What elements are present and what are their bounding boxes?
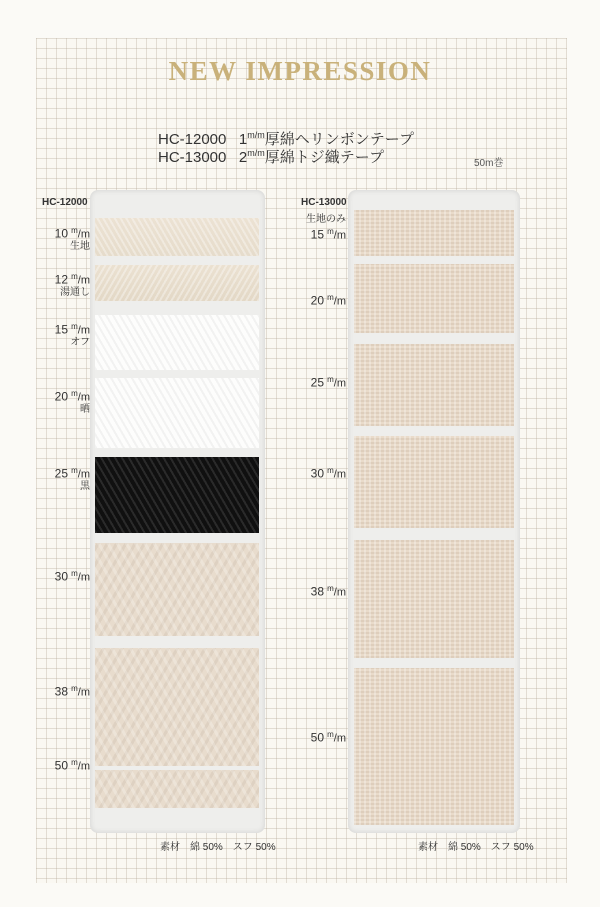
left-label-20: 20 $^m$/m 晒 (54, 389, 90, 415)
product-size-unit: m/m (247, 130, 265, 140)
roll-length: 50m巻 (474, 158, 504, 169)
right-label-50: 50 $^m$/m (310, 730, 346, 745)
right-label-30: 30 $^m$/m (310, 466, 346, 481)
product-code: HC-13000 (158, 149, 227, 166)
right-label-38: 38 $^m$/m (310, 584, 346, 599)
product-line-2 (158, 146, 384, 167)
product-size: 1 (238, 131, 248, 148)
swatch-10mm-natural (95, 218, 259, 256)
product-code: HC-12000 (158, 131, 227, 148)
swatch-15mm-off-white (95, 315, 259, 370)
swatch-25mm-twill (354, 344, 514, 426)
left-label-10: 10 $^m$/m 生地 (54, 226, 90, 252)
right-label-25: 25 $^m$/m (310, 375, 346, 390)
product-size: 2 (238, 149, 248, 166)
product-size-unit: m/m (247, 148, 265, 158)
brand-title: NEW IMPRESSION (168, 56, 432, 86)
swatch-50mm-beige (95, 770, 259, 808)
right-product-code: HC-13000 (301, 197, 347, 208)
swatch-50mm-twill (354, 668, 514, 825)
swatch-20mm-twill (354, 264, 514, 333)
left-product-code: HC-12000 (42, 197, 88, 208)
left-label-12: 12 $^m$/m 湯通し (54, 272, 90, 298)
swatch-20mm-bleached (95, 378, 259, 448)
left-label-50: 50 $^m$/m (54, 758, 90, 773)
product-name: 厚綿トジ織テープ (264, 149, 384, 166)
left-label-30: 30 $^m$/m (54, 569, 90, 584)
swatch-30mm-twill (354, 436, 514, 528)
swatch-15mm-twill (354, 210, 514, 256)
swatch-25mm-black (95, 457, 259, 533)
left-label-38: 38 $^m$/m (54, 684, 90, 699)
right-label-15: 生地のみ 15 $^m$/m (306, 214, 346, 242)
left-material: 素材 綿 50% スフ 50% (160, 842, 276, 853)
product-name: 厚綿ヘリンボンテープ (264, 131, 414, 148)
left-label-15: 15 $^m$/m オフ (54, 322, 90, 348)
swatch-38mm-twill (354, 540, 514, 658)
left-label-25: 25 $^m$/m 黒 (54, 466, 90, 492)
swatch-12mm-washed (95, 265, 259, 301)
right-label-20: 20 $^m$/m (310, 293, 346, 308)
swatch-30mm-beige (95, 543, 259, 636)
right-material: 素材 綿 50% スフ 50% (418, 842, 534, 853)
swatch-38mm-beige (95, 648, 259, 766)
